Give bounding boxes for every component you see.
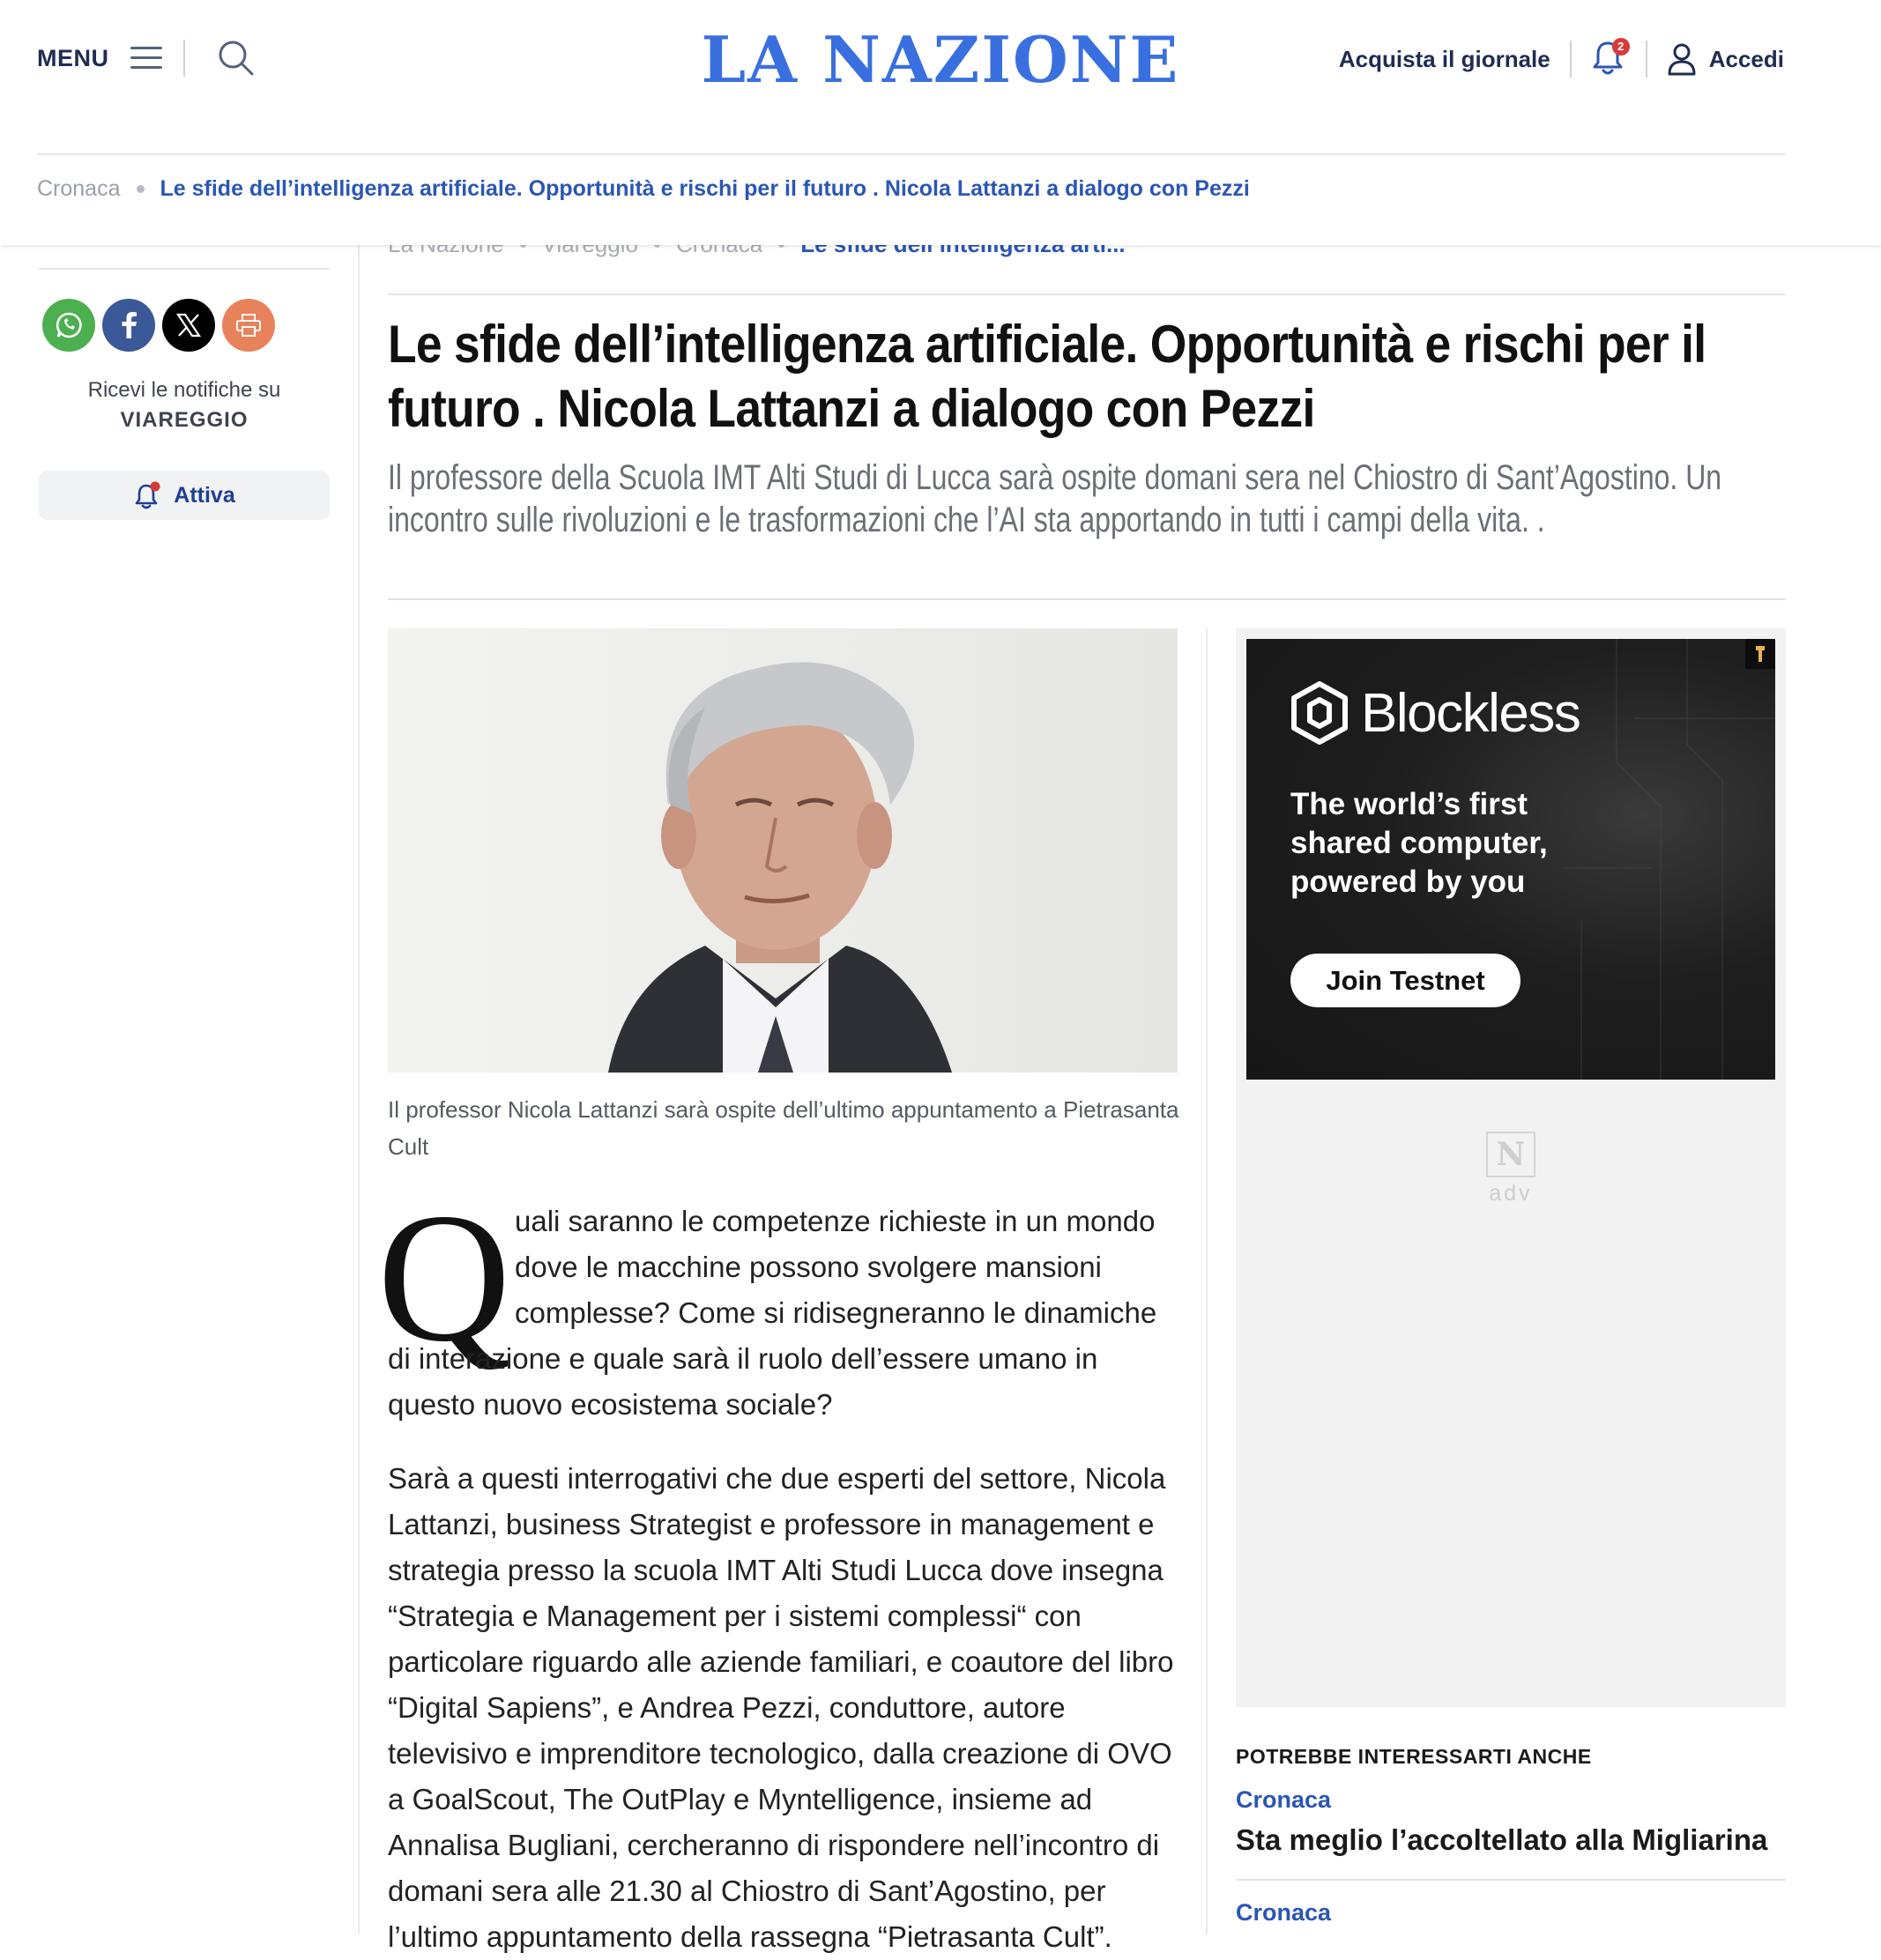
related-item-title[interactable]: Sta meglio l’accoltellato alla Migliarina [1236, 1823, 1768, 1856]
left-rail-divider [39, 268, 330, 270]
blockless-logo-icon [1290, 681, 1349, 745]
notification-count-badge: 2 [1612, 38, 1630, 56]
related-heading: POTREBBE INTERESSARTI ANCHE [1236, 1745, 1592, 1768]
site-header [0, 0, 1881, 245]
notifications-prompt-text: Ricevi le notifiche su [87, 378, 281, 402]
x-icon [175, 312, 202, 338]
sidebar-border [1206, 628, 1208, 1934]
header-right-nav [1339, 39, 1784, 79]
header-divider-line [37, 153, 1786, 155]
related-item-category[interactable]: Cronaca [1236, 1899, 1332, 1926]
article-photo[interactable] [388, 628, 1178, 1073]
ad-brand-name: Blockless [1361, 682, 1580, 744]
facebook-share-button[interactable] [102, 299, 155, 352]
adv-placeholder [1484, 1132, 1537, 1206]
photo-caption: Il professor Nicola Lattanzi sarà ospite dell’ultimo appuntamento a Pietrasanta Cult [388, 1096, 1179, 1160]
menu-label: MENU [37, 44, 109, 71]
header-divider [1570, 41, 1572, 78]
login-button[interactable] [1667, 42, 1784, 76]
sticky-breadcrumb [37, 176, 1250, 202]
related-divider [1236, 1879, 1786, 1881]
share-buttons [42, 299, 275, 352]
print-button[interactable] [222, 299, 275, 352]
left-rail-border [358, 245, 360, 1934]
ad-choices-glyph [1745, 639, 1775, 669]
login-label: Accedi [1708, 45, 1784, 72]
x-share-button[interactable] [162, 299, 215, 352]
join-testnet-button[interactable]: Join Testnet [1290, 954, 1520, 1007]
notifications-city: VIAREGGIO [120, 408, 249, 432]
article-subtitle: Il professore della Scuola IMT Alti Studi di Lucca sarà ospite domani sera nel Chiostro di Sant’Agostino. Un incontro sulle rivoluzioni e le trasformazioni che l’AI sta apportando in tutti i campi della vita. . [388, 458, 1722, 539]
facebook-icon [115, 310, 142, 340]
notifications-button[interactable] [1591, 40, 1626, 78]
breadcrumb-separator [137, 185, 145, 193]
article-paragraph-2: Sarà a questi interrogativi che due esperti del settore, Nicola Lattanzi, business Strategist e professore in management e strategia presso la scuola IMT Alti Studi Lucca dove insegna “Strategia e Management per i sistemi complessi“ con particolare riguardo alle aziende familiari, e coautore del libro “Digital Sapiens”, e Andrea Pezzi, conduttore, autore televisivo e imprenditore tecnologico, dalla creazione di OVO a GoalScout, The OutPlay e Myntelligence, insieme ad Annalisa Bugliani, cercheranno di rispondere nell’incontro di domani sera alle 21.30 al Chiostro di Sant’Agostino, per l’ultimo appuntamento della rassegna “Pietrasanta Cult”. [388, 1462, 1174, 1953]
blockless-ad[interactable] [1246, 639, 1775, 1080]
site-logo[interactable]: LA NAZIONE [701, 22, 1180, 97]
whatsapp-icon [54, 310, 84, 340]
bell-alert-icon [133, 480, 163, 510]
buy-newspaper-link[interactable]: Acquista il giornale [1338, 45, 1550, 72]
sticky-breadcrumb-section[interactable]: Cronaca [37, 176, 121, 201]
user-icon [1667, 42, 1697, 76]
article-headline: Le sfide dell’intelligenza artificiale. Opportunità e rischi per il futuro . Nicola Lattanzi a dialogo con Pezzi [388, 315, 1706, 438]
paragraph-1-lead: uali saranno le competenze richieste in un mondo dove le macchine possono svolgere mansioni complesse? Come si ridisegneranno le dinamiche [515, 1205, 1157, 1329]
ad-logo [1290, 681, 1580, 745]
adv-label: adv [1489, 1181, 1533, 1206]
related-item-category[interactable]: Cronaca [1236, 1786, 1332, 1813]
drop-cap: Q [377, 1176, 511, 1380]
notifications-prompt [39, 375, 330, 435]
breadcrumb-divider [388, 293, 1786, 295]
paragraph-1-rest: di interazione e quale sarà il ruolo dell’essere umano in questo nuovo ecosistema sociale? [388, 1342, 1098, 1421]
adv-logo-icon: N [1486, 1132, 1535, 1177]
ad-tagline: The world’s first shared computer, powered by you [1290, 787, 1548, 899]
portrait-illustration [388, 628, 1178, 1073]
sticky-breadcrumb-title[interactable]: Le sfide dell’intelligenza artificiale. Opportunità e rischi per il futuro . Nicola Lattanzi a dialogo con Pezzi [160, 176, 1250, 201]
print-icon [235, 313, 262, 338]
header-divider [1646, 41, 1647, 78]
ad-choices-icon[interactable] [1745, 639, 1775, 669]
subtitle-divider [388, 598, 1786, 600]
article-paragraph-1 [388, 1199, 1181, 1428]
whatsapp-share-button[interactable] [42, 299, 95, 352]
activate-label: Attiva [174, 482, 235, 508]
activate-notifications-button[interactable] [39, 471, 330, 520]
